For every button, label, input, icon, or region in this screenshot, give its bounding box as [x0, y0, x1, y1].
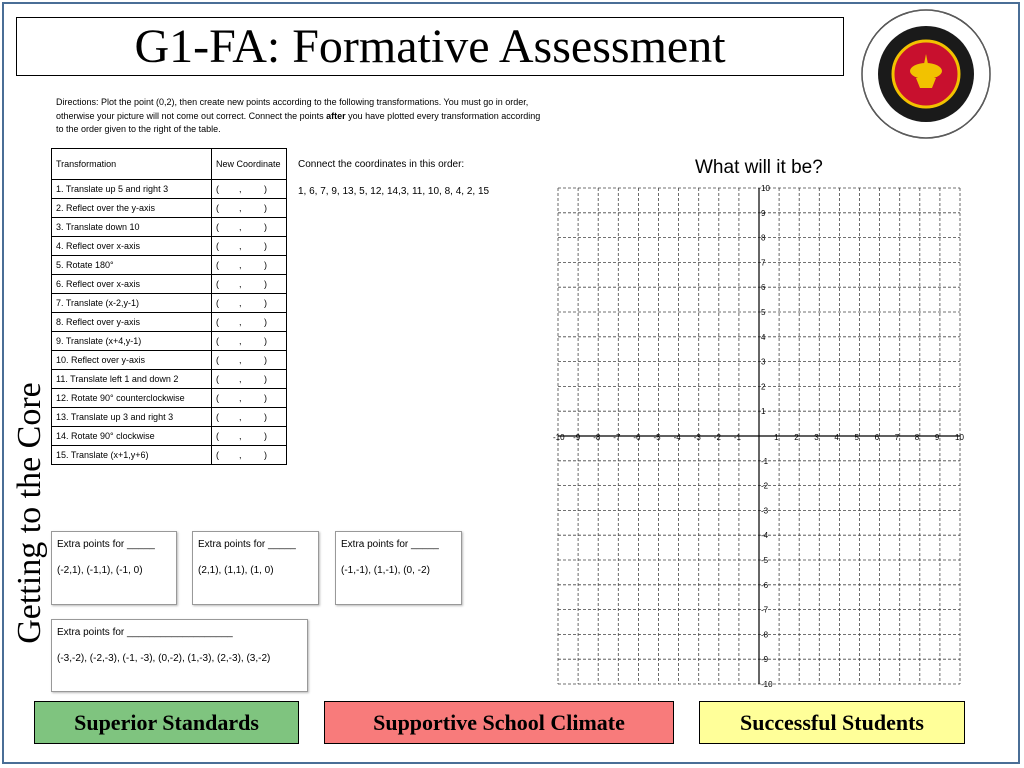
new-coordinate-cell[interactable]: ( , ) — [212, 294, 287, 313]
table-row — [52, 275, 287, 294]
transformation-cell: 7. Translate (x-2,y-1) — [52, 294, 212, 313]
footer-successful-students: Successful Students — [699, 701, 965, 744]
table-row — [52, 180, 287, 199]
footer-supportive-school-climate: Supportive School Climate — [324, 701, 674, 744]
connect-label: Connect the coordinates in this order: — [298, 159, 465, 170]
x-tick-label: -10 — [553, 433, 565, 442]
table-row — [52, 294, 287, 313]
x-tick-label: -7 — [613, 433, 621, 442]
y-tick-label: 3 — [761, 357, 766, 367]
connect-order: 1, 6, 7, 9, 13, 5, 12, 14,3, 11, 10, 8, 4, 2, 15 — [298, 186, 490, 197]
y-tick-label: -6 — [761, 580, 769, 590]
y-tick-label: 1 — [761, 407, 766, 417]
y-tick-label: -1 — [761, 456, 769, 466]
y-tick-label: -7 — [761, 605, 769, 615]
extra-points-box — [51, 531, 177, 605]
transformation-cell: 10. Reflect over y-axis — [52, 351, 212, 370]
footer-superior-standards: Superior Standards — [34, 701, 299, 744]
transformation-cell: 2. Reflect over the y-axis — [52, 199, 212, 218]
y-tick-label: 5 — [761, 308, 766, 317]
transformation-cell: 14. Rotate 90° clockwise — [52, 427, 212, 446]
new-coordinate-cell[interactable]: ( , ) — [212, 370, 287, 389]
extra-points: (2,1), (1,1), (1, 0) — [198, 565, 274, 576]
y-tick-label: 2 — [761, 382, 766, 392]
y-tick-label: -10 — [761, 680, 773, 689]
table-row — [52, 237, 287, 256]
table-row — [52, 313, 287, 332]
header-new-coordinate: New Coordinate — [212, 149, 287, 180]
x-tick-label: -6 — [633, 433, 641, 442]
coordinate-grid — [548, 183, 970, 689]
x-tick-label: 8 — [914, 433, 920, 442]
y-tick-label: -3 — [761, 506, 769, 516]
new-coordinate-cell[interactable]: ( , ) — [212, 446, 287, 465]
table-row — [52, 446, 287, 465]
y-tick-label: 6 — [761, 283, 766, 293]
extra-points: (-1,-1), (1,-1), (0, -2) — [341, 565, 430, 576]
table-row — [52, 218, 287, 237]
new-coordinate-cell[interactable]: ( , ) — [212, 332, 287, 351]
transformation-cell: 5. Rotate 180° — [52, 256, 212, 275]
y-tick-label: -2 — [761, 481, 769, 491]
table-row — [52, 408, 287, 427]
y-tick-label: -8 — [761, 630, 769, 640]
x-tick-label: 4 — [834, 433, 839, 442]
y-tick-label: 4 — [761, 332, 766, 342]
y-tick-label: -4 — [761, 531, 769, 541]
new-coordinate-cell[interactable]: ( , ) — [212, 180, 287, 199]
transformation-cell: 13. Translate up 3 and right 3 — [52, 408, 212, 427]
transformation-cell: 11. Translate left 1 and down 2 — [52, 370, 212, 389]
extra-label: Extra points for _____ — [57, 539, 155, 550]
table-row — [52, 332, 287, 351]
extra-points: (-3,-2), (-2,-3), (-1, -3), (0,-2), (1,-3), (2,-3), (3,-2) — [57, 653, 271, 664]
table-header-row — [52, 149, 287, 180]
transformation-table — [51, 148, 287, 465]
table-row — [52, 199, 287, 218]
extra-label: Extra points for ___________________ — [57, 627, 233, 638]
x-tick-label: -3 — [693, 433, 701, 442]
table-row — [52, 427, 287, 446]
transformation-cell: 9. Translate (x+4,y-1) — [52, 332, 212, 351]
new-coordinate-cell[interactable]: ( , ) — [212, 199, 287, 218]
x-tick-label: 1 — [774, 433, 779, 442]
directions-text: Directions: Plot the point (0,2), then create new points according to the following transformations. You must go in order, otherwise your picture will not come out correct. Connect the points after you have plotted every transformation according to the order given to the right of the table. — [56, 97, 541, 134]
x-tick-label: -5 — [653, 433, 661, 442]
new-coordinate-cell[interactable]: ( , ) — [212, 389, 287, 408]
table-row — [52, 256, 287, 275]
transformation-cell: 1. Translate up 5 and right 3 — [52, 180, 212, 199]
y-tick-label: 8 — [761, 233, 766, 243]
table-row — [52, 351, 287, 370]
x-tick-label: -2 — [713, 433, 721, 442]
x-tick-label: 9 — [934, 433, 940, 442]
x-tick-label: 3 — [814, 433, 819, 442]
new-coordinate-cell[interactable]: ( , ) — [212, 351, 287, 370]
x-tick-label: 5 — [854, 433, 859, 442]
x-tick-label: 2 — [794, 433, 799, 442]
extra-label: Extra points for _____ — [341, 539, 439, 550]
new-coordinate-cell[interactable]: ( , ) — [212, 408, 287, 427]
transformation-cell: 8. Reflect over y-axis — [52, 313, 212, 332]
y-tick-label: 9 — [761, 208, 766, 218]
transformation-cell: 4. Reflect over x-axis — [52, 237, 212, 256]
graph-title: What will it be? — [695, 157, 823, 178]
y-tick-label: -9 — [761, 655, 769, 665]
x-tick-label: -1 — [733, 433, 742, 442]
new-coordinate-cell[interactable]: ( , ) — [212, 427, 287, 446]
new-coordinate-cell[interactable]: ( , ) — [212, 256, 287, 275]
table-row — [52, 389, 287, 408]
school-district-logo — [860, 8, 992, 140]
new-coordinate-cell[interactable]: ( , ) — [212, 275, 287, 294]
y-tick-label: 10 — [761, 184, 770, 193]
new-coordinate-cell[interactable]: ( , ) — [212, 218, 287, 237]
new-coordinate-cell[interactable]: ( , ) — [212, 237, 287, 256]
y-tick-label: -5 — [761, 556, 769, 565]
x-tick-label: -4 — [673, 433, 681, 442]
x-tick-label: 6 — [874, 433, 880, 442]
y-tick-label: 7 — [761, 258, 766, 268]
side-banner-text: Getting to the Core — [11, 382, 48, 644]
x-tick-label: 7 — [894, 433, 900, 442]
extra-points: (-2,1), (-1,1), (-1, 0) — [57, 565, 143, 576]
extra-points-box — [51, 619, 308, 692]
x-tick-label: -9 — [573, 433, 581, 442]
transformation-cell: 15. Translate (x+1,y+6) — [52, 446, 212, 465]
extra-points-box — [192, 531, 319, 605]
x-tick-label: 10 — [955, 433, 964, 442]
header-transformation: Transformation — [52, 149, 212, 180]
transformation-cell: 6. Reflect over x-axis — [52, 275, 212, 294]
extra-points-box — [335, 531, 462, 605]
page-title: G1-FA: Formative Assessment — [16, 17, 844, 76]
transformation-cell: 12. Rotate 90° counterclockwise — [52, 389, 212, 408]
transformation-cell: 3. Translate down 10 — [52, 218, 212, 237]
x-tick-label: -8 — [593, 433, 601, 442]
new-coordinate-cell[interactable]: ( , ) — [212, 313, 287, 332]
extra-label: Extra points for _____ — [198, 539, 296, 550]
table-row — [52, 370, 287, 389]
